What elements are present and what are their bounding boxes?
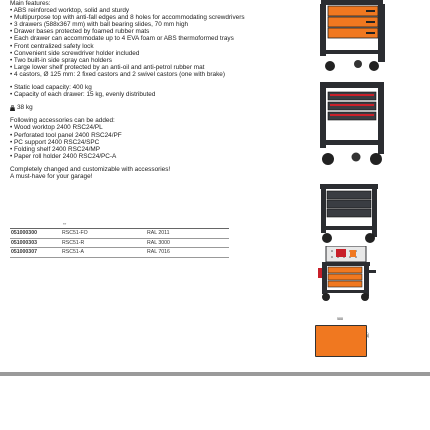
product-code: 051000300 [10,229,52,239]
feature-item: • 4 castors, Ø 125 mm: 2 fixed castors and 2 swivel castors (one with brake) [10,70,225,78]
variants-table [10,219,229,258]
ral-color: RAL 7016 [133,248,229,258]
feature-item: • Two built-in side spray can holders [10,56,112,64]
accessory-item: • Perforated tool panel 2400 RSC24/PF [10,131,122,139]
accessorized-trolley-image [318,246,376,302]
feature-item: • Drawer bases protected by foamed rubber mats [10,28,150,36]
capacity-item: • Capacity of each drawer: 15 kg, evenly distributed [10,91,156,99]
feature-item: • Large lower shelf protected by an anti-oil and anti-petrol rubber mat [10,63,205,71]
feature-item: • 3 drawers (588x367 mm) with ball bearing slides, 70 mm high [10,21,189,29]
model-code: RSC51-R [52,238,133,248]
table-header-row [10,219,229,229]
product-code: 051000307 [10,248,52,258]
product-code: 051000303 [10,238,52,248]
accessory-item: • Paper roll holder 2400 RSC24/PC-A [10,152,117,160]
feature-item: • Multipurpose top with anti-fall edges and 8 holes for accommodating screwdrivers [10,14,245,22]
accessory-item: • Wood worktop 2400 RSC24/PL [10,124,103,132]
feature-item: • Each drawer can accommodate up to 4 EVA foam or ABS thermoformed trays [10,35,234,43]
product-description [10,0,310,180]
feature-item: • Convenient side screwdriver holder included [10,49,140,57]
drawer-depth-label: 367 [366,332,371,338]
orange-trolley-image [318,0,390,74]
table-row [10,238,229,248]
feature-item: • Front centralized safety lock [10,42,94,50]
table-row [10,229,229,239]
footer-divider [0,372,430,376]
feature-item: • ABS reinforced worktop, solid and sturdy [10,7,130,15]
model-code: RSC51-FO [52,229,133,239]
features-heading: Main features: [10,0,51,7]
accessory-item: • PC support 2400 RSC24/SPC [10,138,100,146]
weight-icon [10,105,15,111]
color-header [133,219,229,229]
accessory-item: • Folding shelf 2400 RSC24/MP [10,145,100,153]
red-trolley-image [316,82,394,168]
capacity-item: • Static load capacity: 400 kg [10,84,92,92]
anthracite-trolley-image [318,184,382,244]
model-code: RSC51-A [52,248,133,258]
drawer-dimensions-diagram [309,317,371,359]
ral-color: RAL 2011 [133,229,229,239]
ral-color: RAL 3000 [133,238,229,248]
tagline-line: A must-have for your garage! [10,172,93,180]
weight-value: 38 kg [17,104,33,112]
model-header: ⇔ [52,219,133,229]
table-row [10,248,229,258]
code-header [10,219,52,229]
weight-line [10,104,310,111]
tagline-line: Completely changed and customizable with accessories! [10,165,171,173]
drawer-mat [315,325,367,357]
drawer-width-label: 588 [337,317,343,321]
accessories-heading: Following accessories can be added: [10,117,115,125]
